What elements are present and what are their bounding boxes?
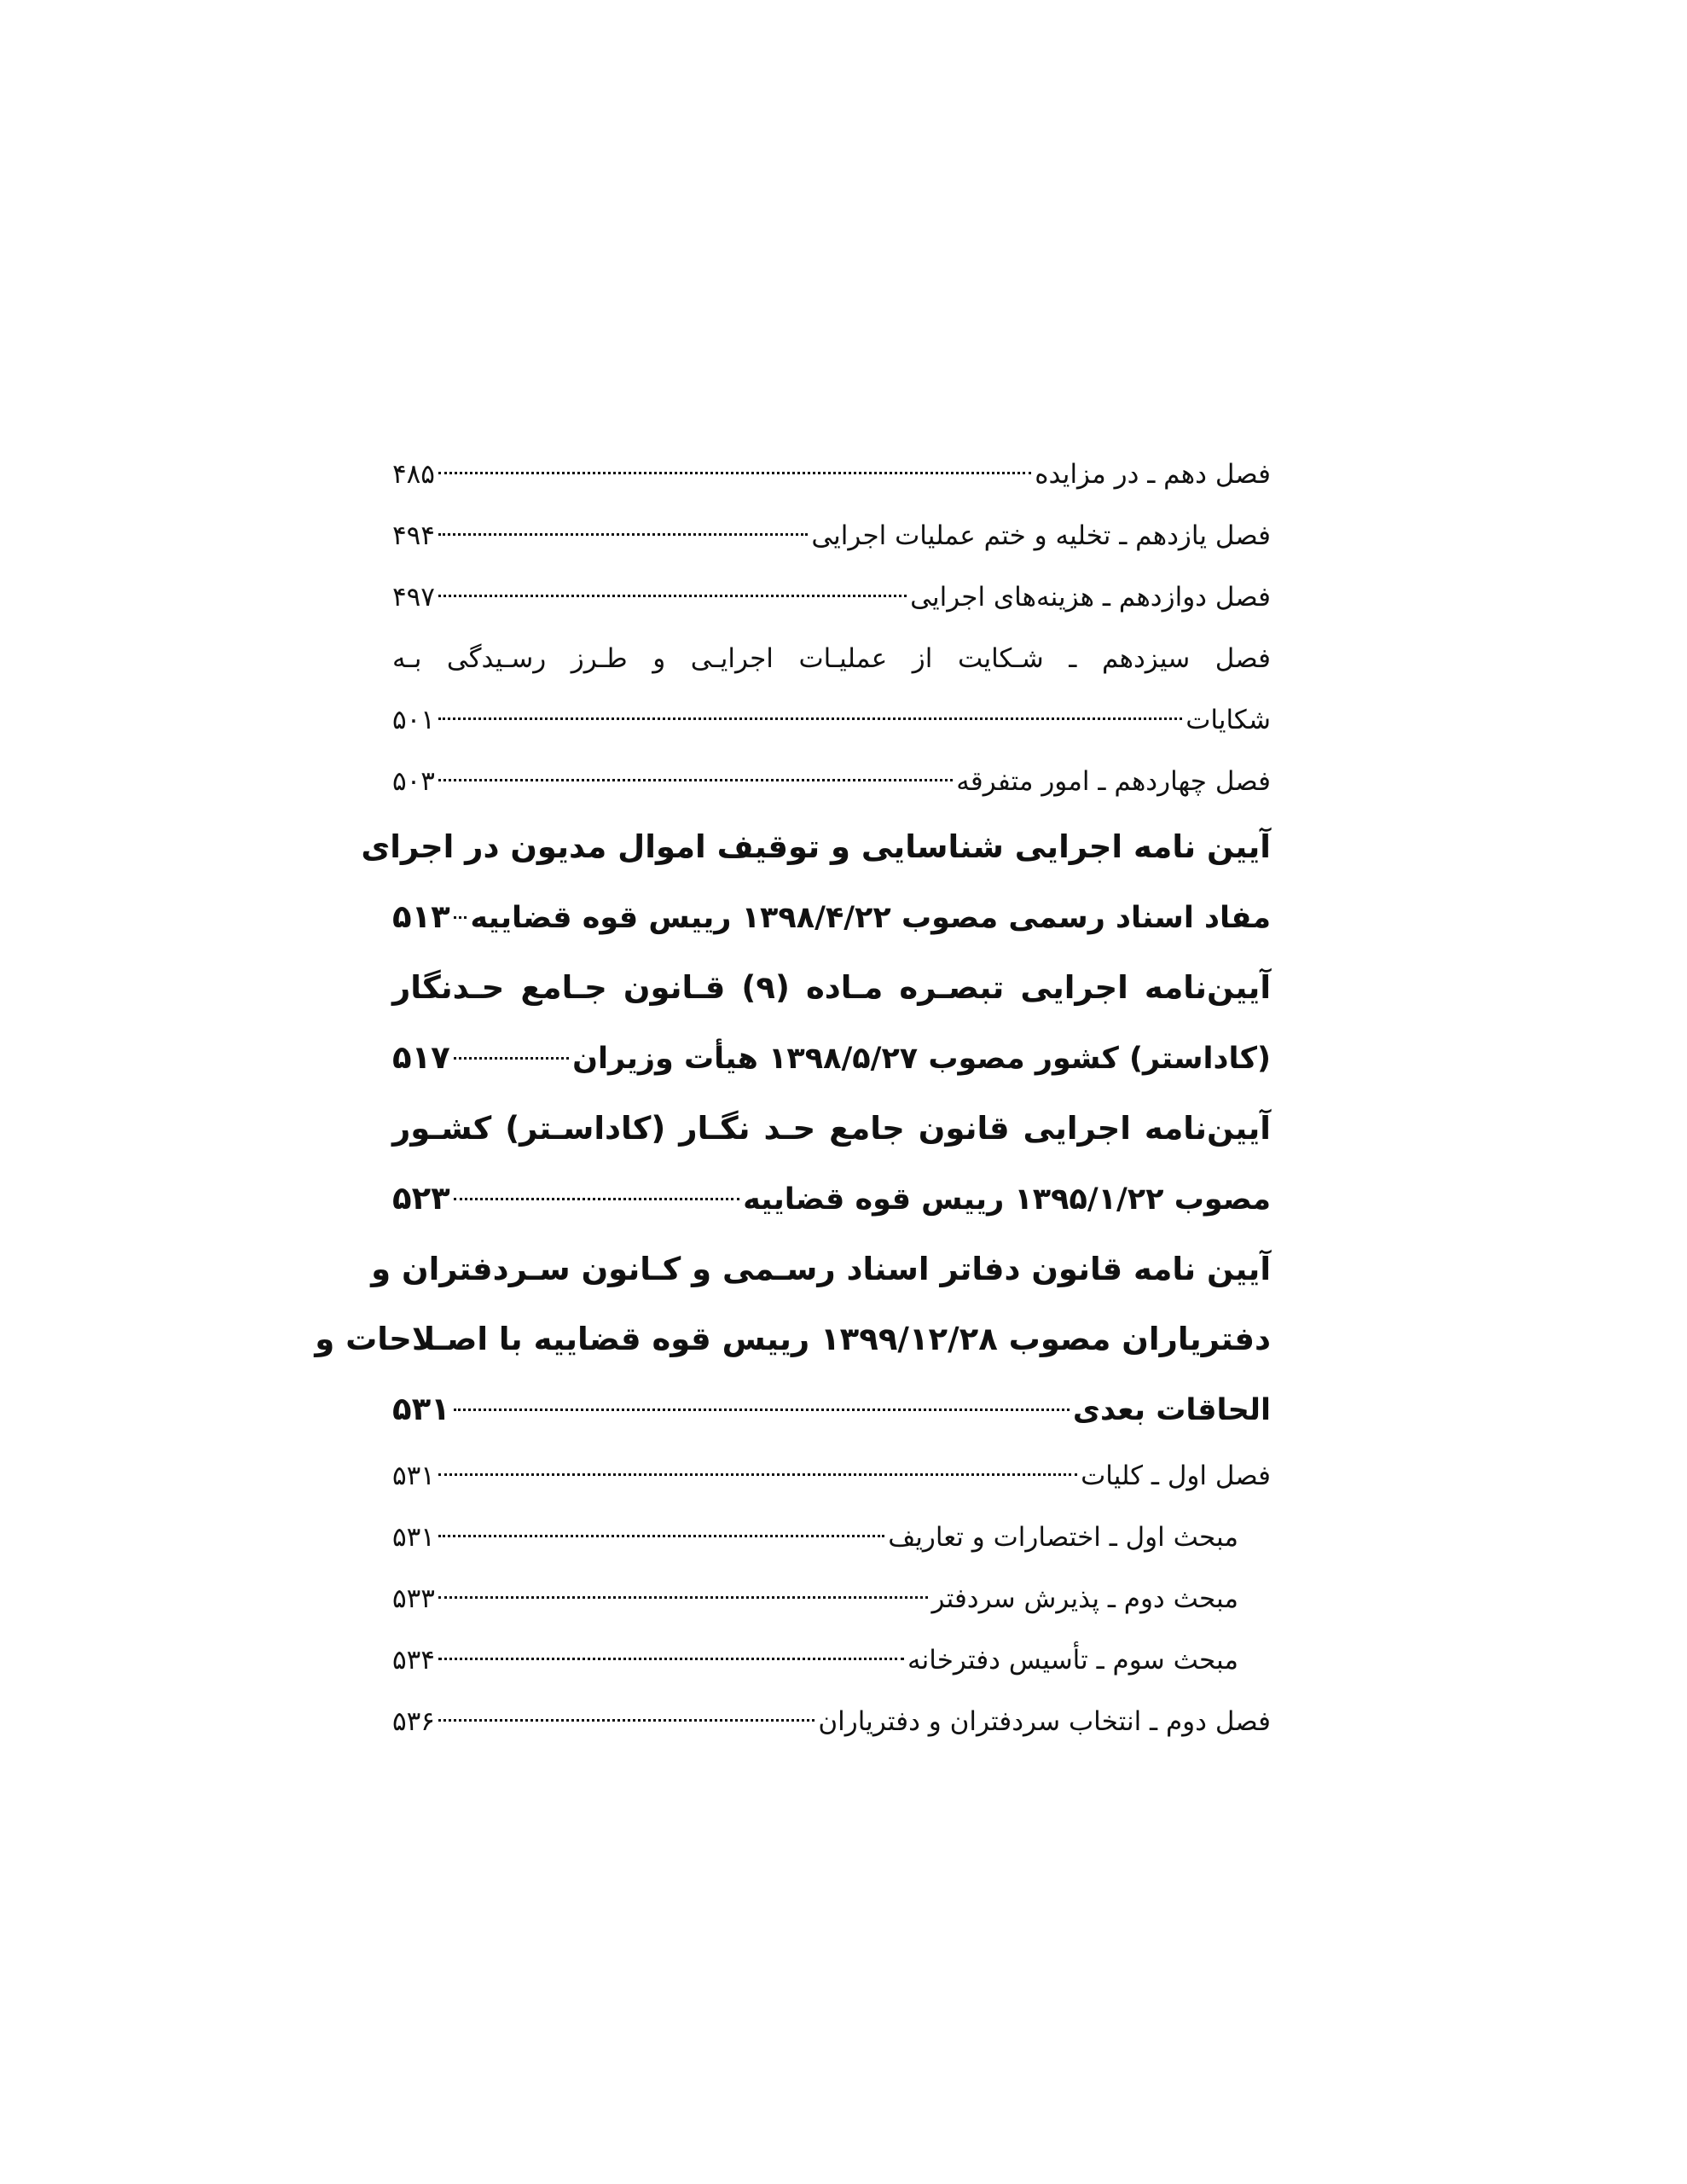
toc-entry-title-line: آیین‌نامه اجرایی تبصـره مـاده (۹) قـانون جـامع حـدنگار [392, 969, 1272, 1006]
toc-entry [392, 1629, 1271, 1691]
toc-page-number: ۵۳۳ [392, 1583, 435, 1614]
dot-leader [438, 1473, 1077, 1476]
table-of-contents [315, 444, 1272, 1752]
toc-entry-row [392, 751, 1271, 812]
toc-entry-title: فصل دوازدهم ـ هزینه‌های اجرایی [910, 582, 1271, 613]
toc-entry [392, 566, 1271, 628]
toc-entry-title: فصل دهم ـ در مزایده [1035, 459, 1271, 490]
toc-entry-title-line: آیین نامه اجرایی شناسایی و توقیف اموال مدیون در اجرای [361, 828, 1271, 865]
toc-entry [392, 1445, 1271, 1507]
toc-entry [392, 444, 1271, 505]
toc-page-number: ۵۳۱ [392, 1522, 435, 1553]
toc-entry-row [392, 1507, 1238, 1568]
dot-leader [438, 472, 1031, 474]
toc-entry-row [392, 505, 1271, 566]
toc-page-number: ۵۱۳ [392, 898, 450, 935]
dot-leader [438, 717, 1182, 720]
toc-entry-row [392, 1374, 1271, 1445]
dot-leader [438, 533, 808, 536]
toc-page-number: ۵۳۱ [392, 1391, 450, 1427]
dot-leader [438, 1535, 884, 1537]
toc-entry-row [392, 1445, 1271, 1507]
toc-entry-title-line: آیین‌نامه اجرایی قانون جامع حـد نگـار (کاداسـتر) کشـور [392, 1110, 1271, 1147]
toc-entry [392, 1568, 1271, 1629]
toc-entry-title: مفاد اسناد رسمی مصوب ۱۳۹۸/۴/۲۲ رییس قوه قضاییه [470, 901, 1271, 935]
toc-entry-row [392, 1023, 1271, 1094]
toc-entry [315, 1234, 1271, 1445]
toc-entry-title: فصل یازدهم ـ تخلیه و ختم عملیات اجرایی [811, 520, 1271, 551]
toc-entry-title: فصل چهاردهم ـ امور متفرقه [956, 766, 1271, 797]
toc-entry [392, 1691, 1271, 1752]
toc-entry [392, 505, 1271, 566]
toc-entry-title-line: آیین نامه قانون دفاتر اسناد رسـمی و کـانون سـردفتران و [371, 1251, 1271, 1287]
toc-entry [392, 751, 1271, 812]
toc-entry-row [392, 689, 1271, 751]
toc-entry [392, 953, 1271, 1094]
toc-entry-title-line: دفتریاران مصوب ۱۳۹۹/۱۲/۲۸ رییس قوه قضاییه با اصـلاحات و [315, 1321, 1271, 1357]
toc-entry [361, 812, 1271, 953]
toc-entry [392, 1507, 1271, 1568]
toc-entry-title: فصل دوم ـ انتخاب سردفتران و دفتریاران [818, 1706, 1271, 1737]
toc-entry-row [392, 444, 1271, 505]
toc-entry-title: فصل اول ـ کلیات [1081, 1461, 1271, 1491]
dot-leader [454, 1409, 1070, 1411]
toc-page-number: ۴۹۴ [392, 520, 435, 551]
toc-entry-row [392, 882, 1271, 953]
toc-page-number: ۵۳۱ [392, 1461, 435, 1491]
toc-page-number: ۴۸۵ [392, 459, 435, 490]
toc-entry-title: مبحث دوم ـ پذیرش سردفتر [931, 1583, 1238, 1614]
dot-leader [438, 779, 953, 781]
toc-entry-row [392, 1164, 1271, 1234]
toc-page-number: ۵۱۷ [392, 1039, 450, 1076]
toc-entry-row [392, 1568, 1238, 1629]
toc-entry-title: (کاداستر) کشور مصوب ۱۳۹۸/۵/۲۷ هیأت وزیران [572, 1042, 1271, 1076]
toc-entry-title: شکایات [1186, 705, 1271, 735]
toc-entry-title: مصوب ۱۳۹۵/۱/۲۲ رییس قوه قضاییه [743, 1182, 1271, 1217]
dot-leader [438, 1719, 815, 1722]
toc-entry [392, 628, 1271, 751]
toc-page-number: ۵۰۱ [392, 705, 435, 735]
toc-entry-title-line: فصل سیزدهم ـ شـکایت از عملیـات اجرایـی و طـرز رسـیدگی بـه [392, 643, 1271, 674]
toc-entry-title: مبحث اول ـ اختصارات و تعاریف [888, 1522, 1238, 1553]
dot-leader [438, 595, 907, 597]
toc-page-number: ۵۳۴ [392, 1645, 435, 1676]
dot-leader [438, 1596, 929, 1599]
toc-entry-row [392, 1691, 1271, 1752]
toc-entry-row [392, 1629, 1238, 1691]
toc-entry-row [392, 566, 1271, 628]
dot-leader [454, 916, 467, 919]
toc-page-number: ۵۲۳ [392, 1180, 450, 1217]
toc-entry [392, 1094, 1271, 1234]
toc-page-number: ۵۰۳ [392, 766, 435, 797]
toc-page-number: ۵۳۶ [392, 1706, 435, 1737]
dot-leader [454, 1198, 739, 1200]
toc-entry-title: الحاقات بعدی [1072, 1393, 1271, 1427]
toc-page-number: ۴۹۷ [392, 582, 435, 613]
toc-entry-title: مبحث سوم ـ تأسیس دفترخانه [907, 1645, 1238, 1676]
dot-leader [454, 1057, 569, 1060]
dot-leader [438, 1658, 904, 1660]
